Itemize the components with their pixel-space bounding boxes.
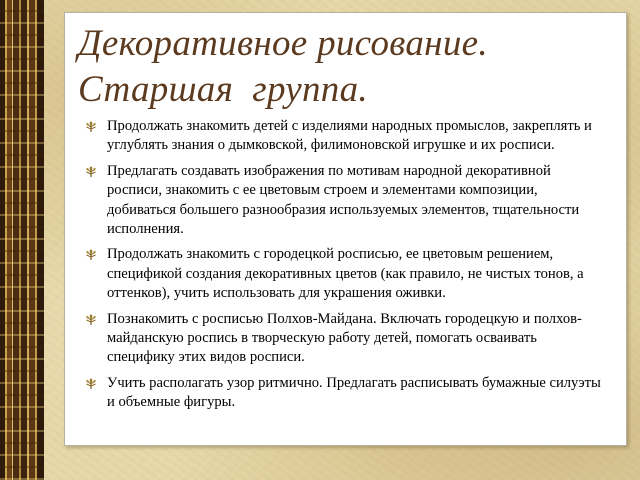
wheat-sheaf-icon (85, 249, 97, 261)
slide-content-panel (64, 12, 627, 446)
list-item (85, 117, 605, 156)
bullet-text: Учить располагать узор ритмично. Предлагать расписывать бумажные силуэты и объемные фигуры. (107, 374, 601, 411)
list-item (85, 245, 605, 303)
slide-title-line-1: Декоративное рисование. (78, 23, 488, 64)
bullet-text: Продолжать знакомить детей с изделиями народных промыслов, закреплять и углублять знания о дымковской, филимоновской игрушке и их росписи. (107, 118, 592, 154)
wheat-sheaf-icon (85, 314, 97, 326)
slide-title-line-2: Старшая группа. (78, 69, 368, 110)
bullet-text: Познакомить с росписью Полхов-Майдана. Включать городецкую и полхов-майданскую роспись в творческую работу детей, помогать осваивать специфику этих видов росписи. (107, 310, 582, 366)
decorative-left-border (0, 0, 44, 480)
bullet-text: Предлагать создавать изображения по мотивам народной декоративной росписи, знакомить с ее цветовым строем и элементами композиции, добиваться большего разнообразия используемых элементов, тщательности исполнения. (107, 162, 580, 238)
list-item (85, 162, 605, 240)
wheat-sheaf-icon (85, 121, 97, 133)
bullet-list (85, 117, 605, 419)
list-item (85, 310, 605, 368)
bullet-text: Продолжать знакомить с городецкой росписью, ее цветовым решением, спецификой создания декоративных цветов (как правило, не чистых тонов, а оттенков), учить использовать для украшения оживки. (107, 246, 584, 302)
wheat-sheaf-icon (85, 166, 97, 178)
slide-title (78, 21, 608, 113)
list-item (85, 374, 605, 413)
wheat-sheaf-icon (85, 378, 97, 390)
